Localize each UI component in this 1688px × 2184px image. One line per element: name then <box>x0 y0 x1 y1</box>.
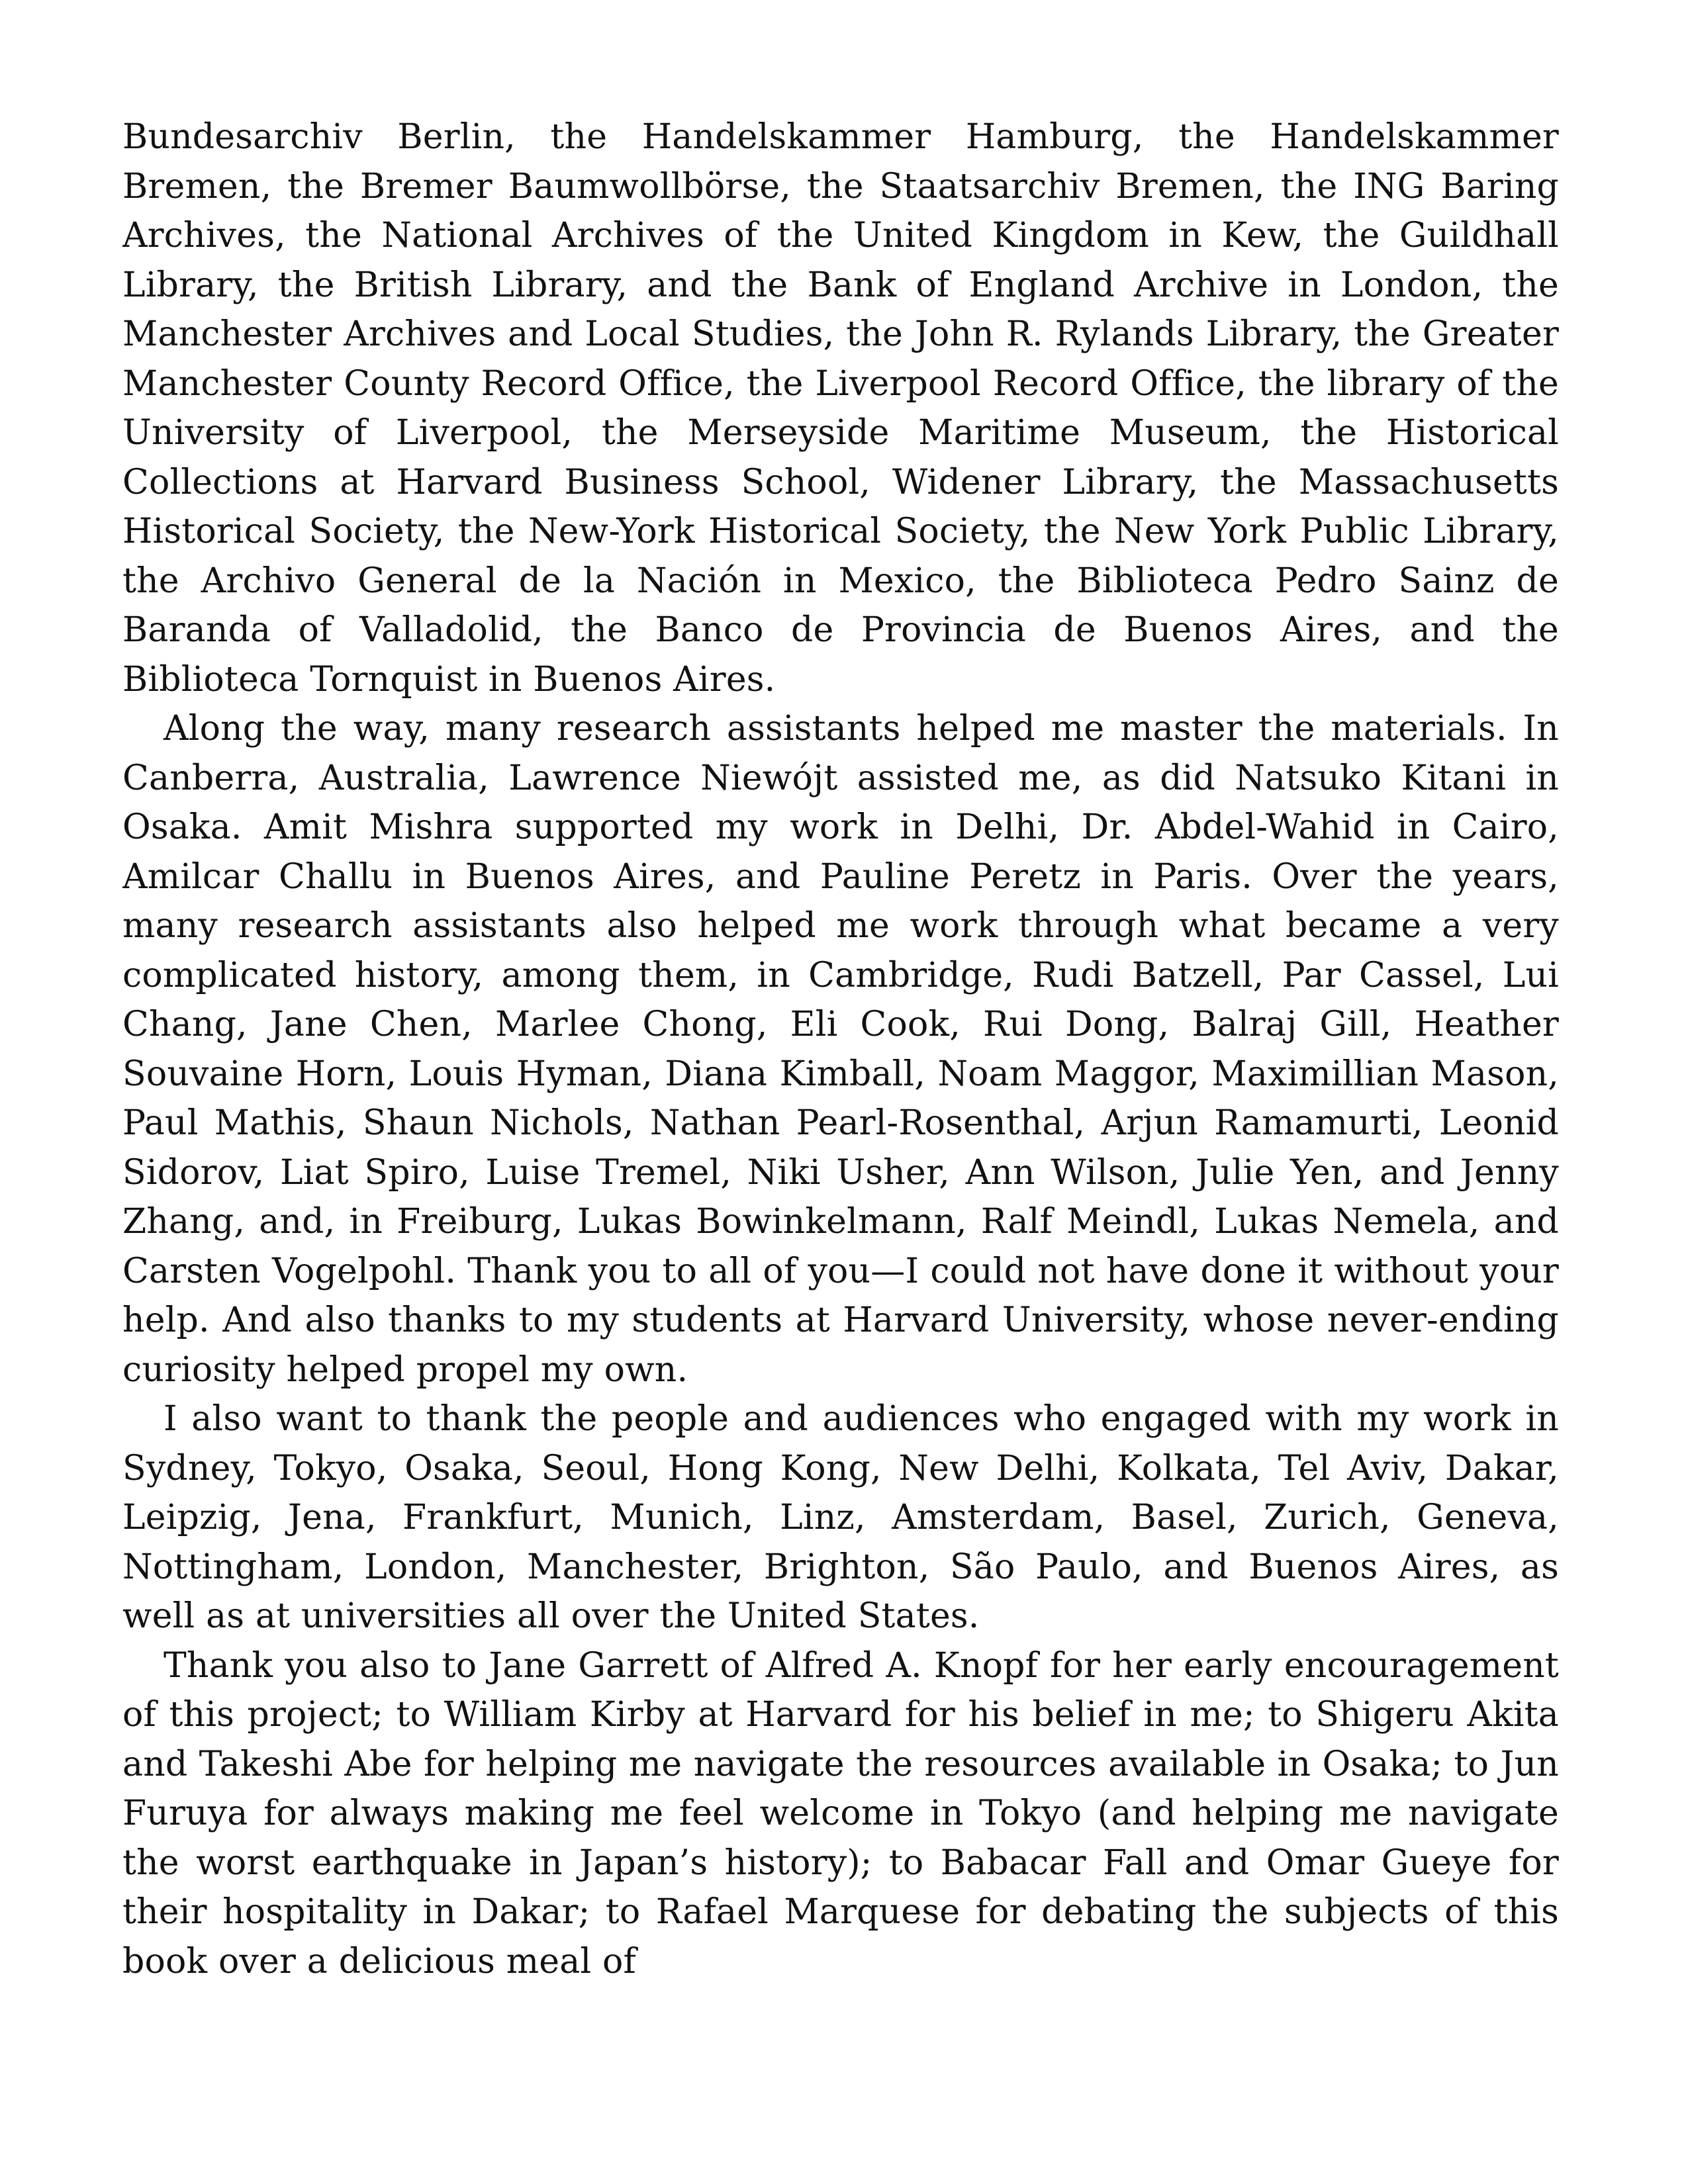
paragraph-audiences: I also want to thank the people and audiences who engaged with my work in Sydney, Tokyo, Osaka, Seoul, Hong Kong, New Delhi, Kolkata, Tel Aviv, Dakar, Leipzig, Jena, Frankfurt, Munich, Linz, Amsterdam, Basel, Zurich, Geneva, Nottingham, London, Manchester, Brighton, São Paulo, and Buenos Aires, as well as at universities all over the United States. <box>122 1399 1559 1636</box>
paragraph-thanks: Thank you also to Jane Garrett of Alfred A. Knopf for her early encouragement of this project; to William Kirby at Harvard for his belief in me; to Shigeru Akita and Takeshi Abe for helping me navigate the resources available in Osaka; to Jun Furuya for always making me feel welcome in Tokyo (and helping me navigate the worst earthquake in Japan’s history); to Babacar Fall and Omar Gueye for their hospitality in Dakar; to Rafael Marquese for debating the subjects of this book over a delicious meal of <box>122 1645 1559 1981</box>
document-page <box>122 113 1559 2085</box>
paragraph-research-assistants: Along the way, many research assistants helped me master the materials. In Canberra, Australia, Lawrence Niewójt assisted me, as did Natsuko Kitani in Osaka. Amit Mishra supported my work in Delhi, Dr. Abdel-Wahid in Cairo, Amilcar Challu in Buenos Aires, and Pauline Peretz in Paris. Over the years, many research assistants also helped me work through what became a very complicated history, among them, in Cambridge, Rudi Batzell, Par Cassel, Lui Chang, Jane Chen, Marlee Chong, Eli Cook, Rui Dong, Balraj Gill, Heather Souvaine Horn, Louis Hyman, Diana Kimball, Noam Maggor, Maximillian Mason, Paul Mathis, Shaun Nichols, Nathan Pearl-Rosenthal, Arjun Ramamurti, Leonid Sidorov, Liat Spiro, Luise Tremel, Niki Usher, Ann Wilson, Julie Yen, and Jenny Zhang, and, in Freiburg, Lukas Bowinkelmann, Ralf Meindl, Lukas Nemela, and Carsten Vogelpohl. Thank you to all of you—I could not have done it without your help. And also thanks to my students at Harvard University, whose never-ending curiosity helped propel my own. <box>122 709 1559 1390</box>
paragraph-archives: Bundesarchiv Berlin, the Handelskammer Hamburg, the Handelskammer Bremen, the Bremer Baumwollbörse, the Staatsarchiv Bremen, the ING Baring Archives, the National Archives of the United Kingdom in Kew, the Guildhall Library, the British Library, and the Bank of England Archive in London, the Manchester Archives and Local Studies, the John R. Rylands Library, the Greater Manchester County Record Office, the Liverpool Record Office, the library of the University of Liverpool, the Merseyside Maritime Museum, the Historical Collections at Harvard Business School, Widener Library, the Massachusetts Historical Society, the New-York Historical Society, the New York Public Library, the Archivo General de la Nación in Mexico, the Biblioteca Pedro Sainz de Baranda of Valladolid, the Banco de Provincia de Buenos Aires, and the Biblioteca Tornquist in Buenos Aires. <box>122 117 1559 700</box>
